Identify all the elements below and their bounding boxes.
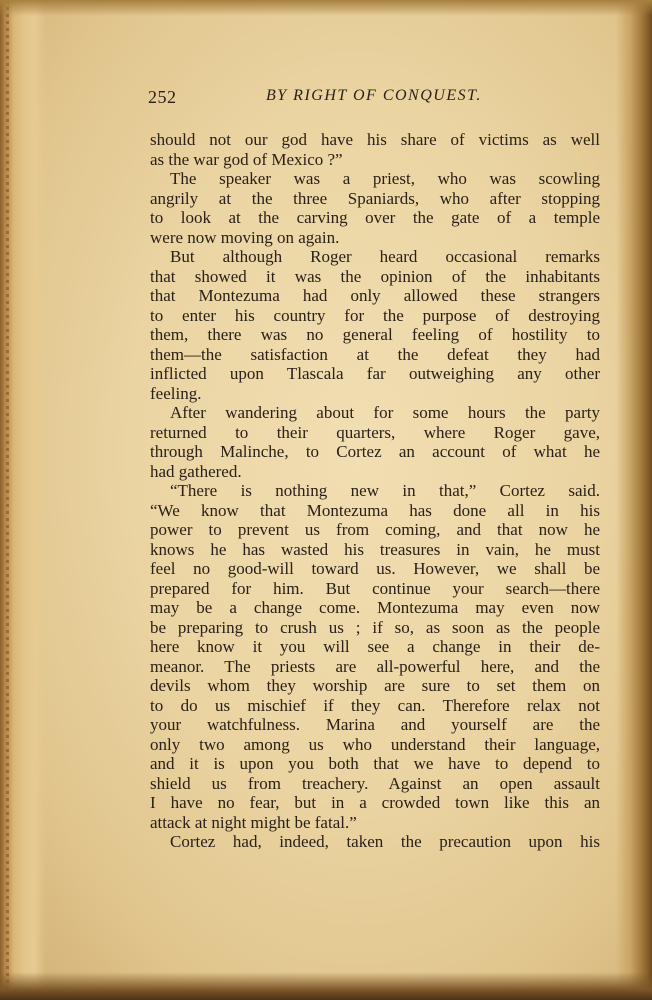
text-line: The speaker was a priest, who was scowling [170, 169, 600, 188]
text-line: feel no good-will toward us. However, we shall be [150, 559, 600, 578]
text-line: feeling. [150, 383, 202, 403]
text-line: “There is nothing new in that,” Cortez said. [170, 481, 600, 500]
text-line: that showed it was the opinion of the inhabitants [150, 266, 600, 286]
text-line: should not our god have his share of victims as well [150, 130, 600, 149]
text-line: to do us mischief if they can. Therefore relax not [150, 695, 600, 715]
text-line: shield us from treachery. Against an open assault [150, 773, 600, 793]
text-line: prepared for him. But continue your search—there [150, 578, 600, 598]
text-line: After wandering about for some hours the party [170, 403, 600, 422]
text-line: Cortez had, indeed, taken the precaution upon his [170, 832, 600, 851]
text-line: them—the satisfaction at the defeat they had [150, 344, 600, 364]
text-line: knows he has wasted his treasures in vain, he must [150, 539, 600, 559]
text-line: I have no fear, but in a crowded town like this an [150, 793, 600, 812]
page-right-edge [616, 0, 652, 1000]
text-line: be preparing to crush us ; if so, as soon as the people [150, 617, 600, 637]
text-line: attack at night might be fatal.” [150, 812, 357, 832]
page-number: 252 [148, 87, 177, 107]
text-line: devils whom they worship are sure to set them on [150, 676, 600, 695]
text-line: to look at the carving over the gate of a temple [150, 208, 600, 227]
text-line: But although Roger heard occasional remarks [170, 247, 600, 266]
text-line: that Montezuma had only allowed these strangers [150, 286, 600, 305]
text-line: your watchfulness. Marina and yourself are the [150, 715, 600, 734]
text-line: and it is upon you both that we have to depend to [150, 754, 600, 773]
page-bottom-edge [0, 972, 652, 1000]
text-line: them, there was no general feeling of hostility to [150, 325, 600, 344]
text-line: here know it you will see a change in their de- [150, 637, 600, 656]
text-line: may be a change come. Montezuma may even now [150, 598, 600, 617]
text-line: meanor. The priests are all-powerful here, and the [150, 656, 600, 676]
text-line: as the war god of Mexico ?” [150, 149, 343, 169]
body-text [150, 130, 600, 852]
text-line: power to prevent us from coming, and that now he [150, 520, 600, 539]
text-line: inflicted upon Tlascala far outweighing any other [150, 364, 600, 383]
text-line: returned to their quarters, where Roger gave, [150, 422, 600, 442]
text-line: angrily at the three Spaniards, who after stopping [150, 188, 600, 208]
text-line: had gathered. [150, 461, 242, 481]
text-line: only two among us who understand their language, [150, 734, 600, 754]
running-head: BY RIGHT OF CONQUEST. [266, 87, 482, 104]
page-binding-shadow [0, 0, 46, 1000]
text-line: were now moving on again. [150, 227, 340, 247]
text-line: to enter his country for the purpose of destroying [150, 305, 600, 325]
text-line: through Malinche, to Cortez an account of what he [150, 442, 600, 461]
page-header [148, 87, 600, 111]
text-line: “We know that Montezuma has done all in his [150, 500, 600, 520]
page-top-edge [0, 0, 652, 16]
